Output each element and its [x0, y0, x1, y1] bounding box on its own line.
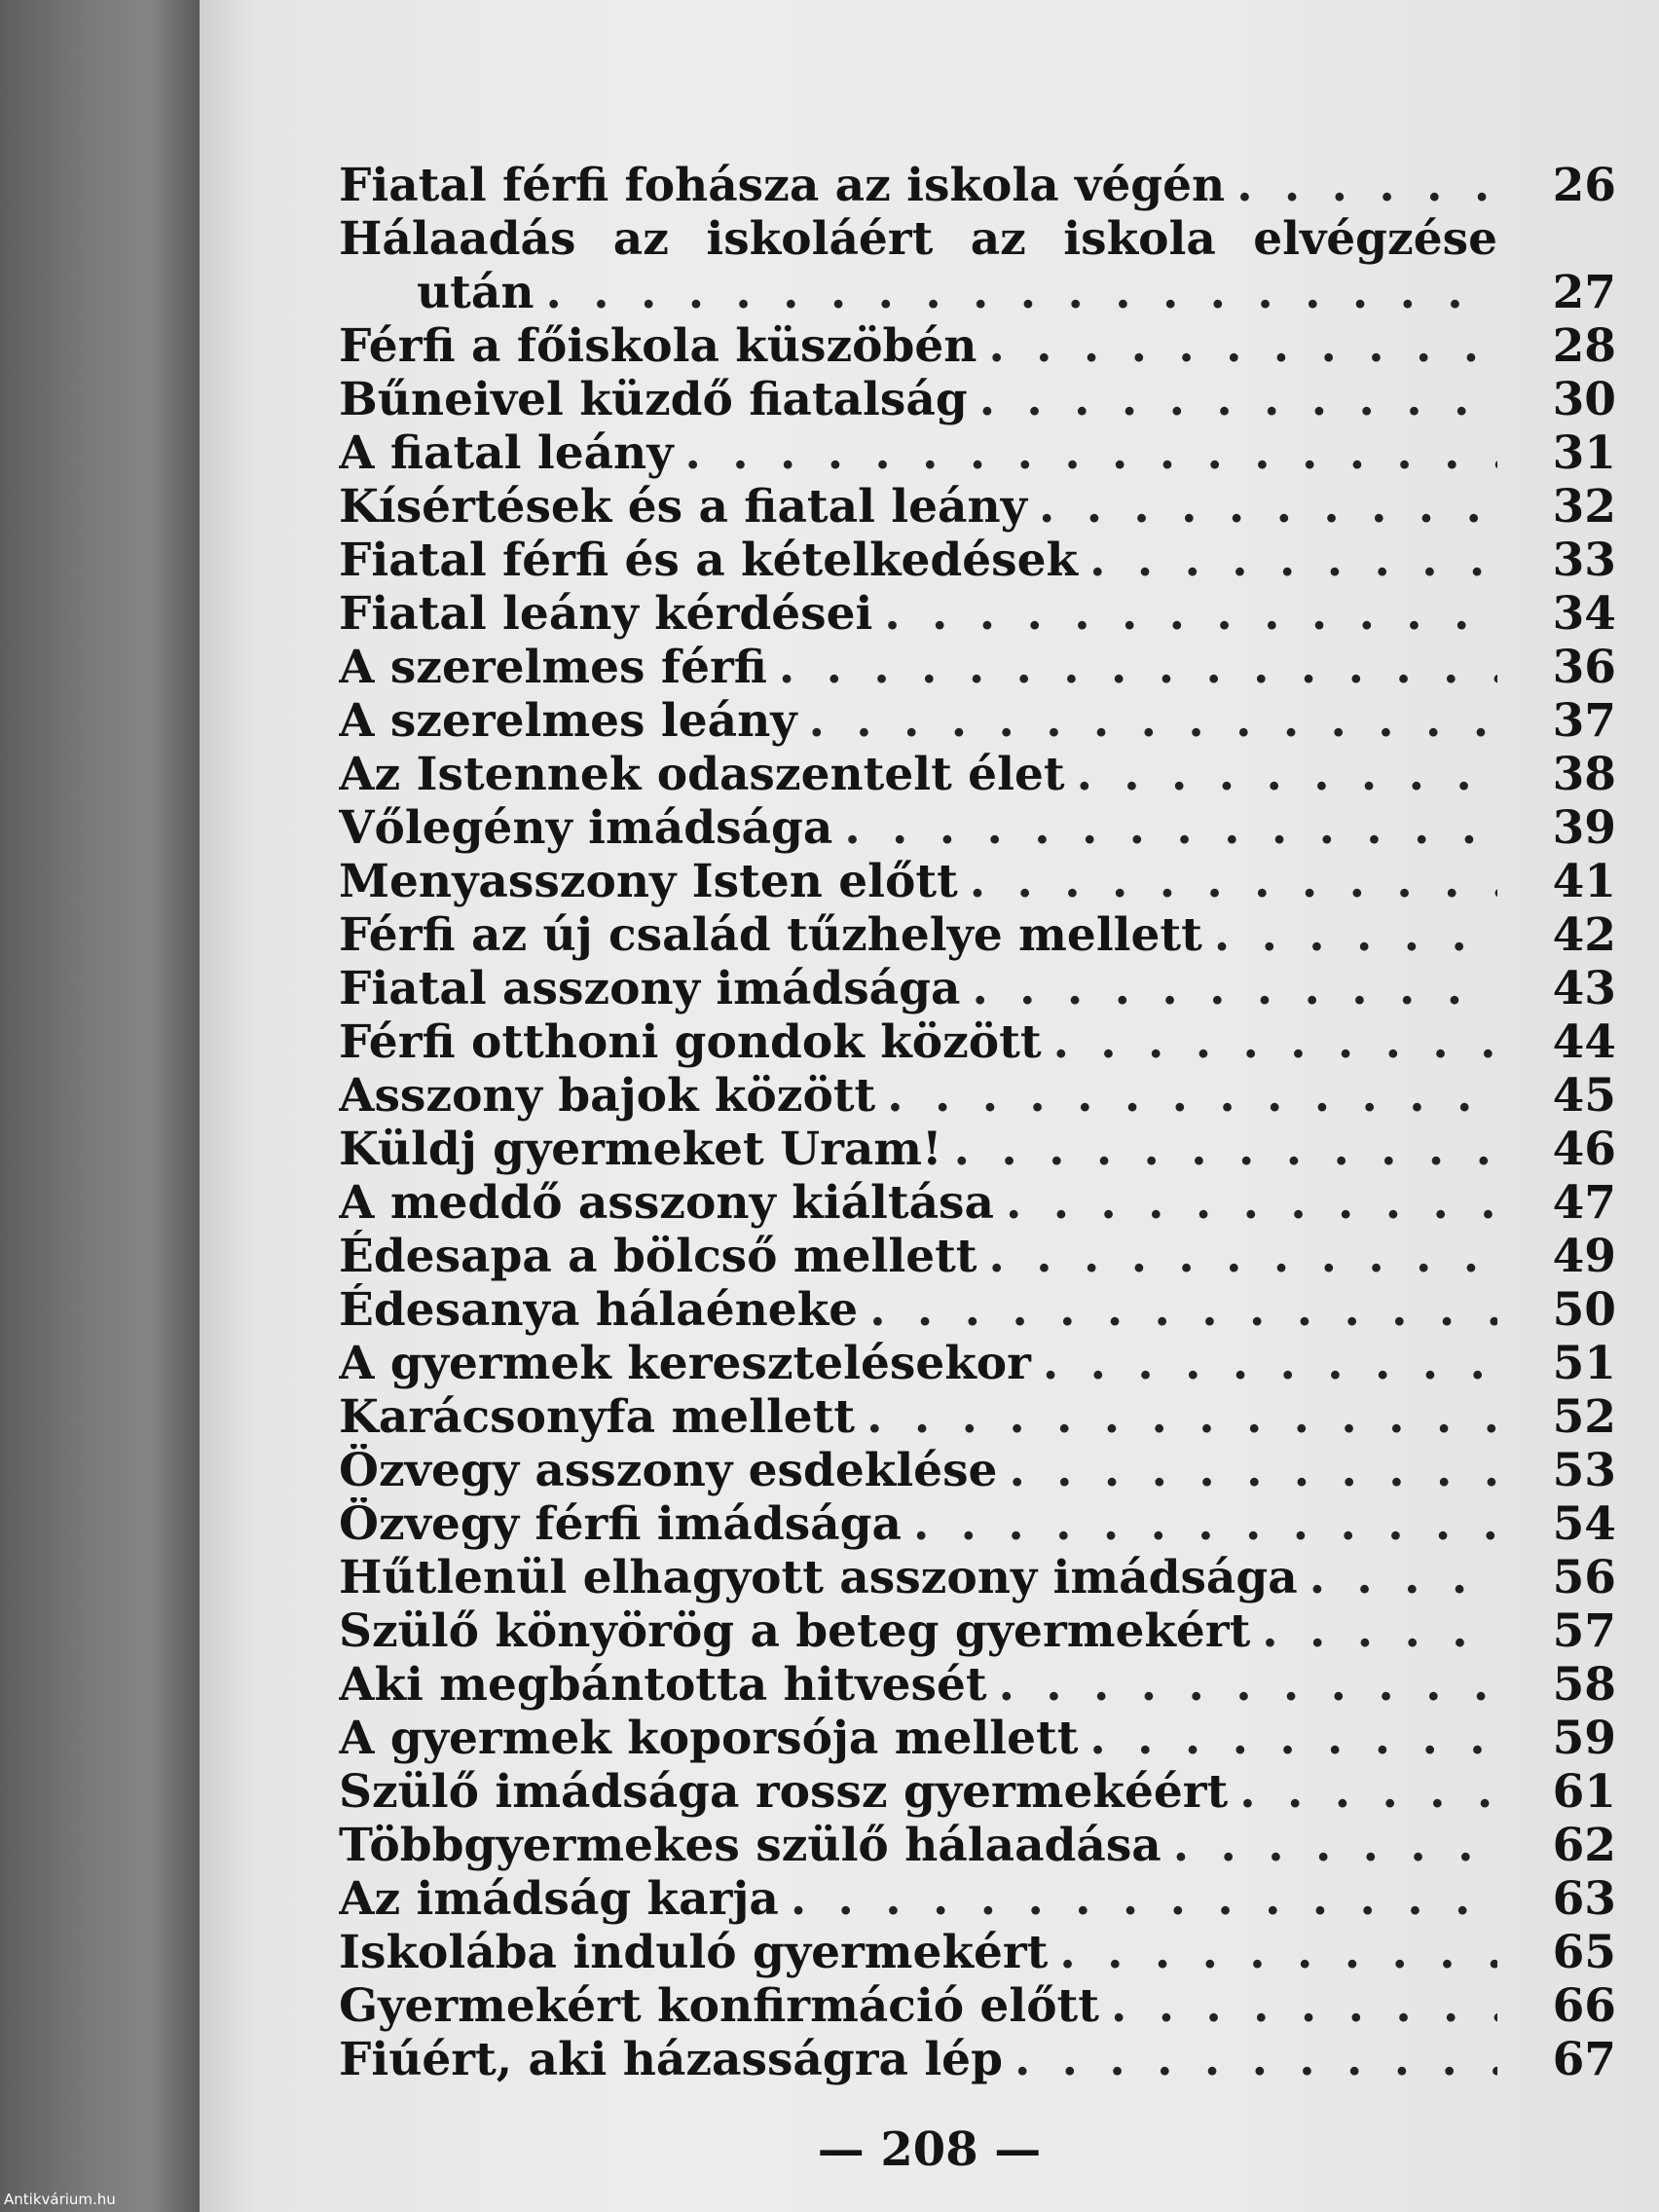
toc-entry-row — [339, 1444, 1497, 1497]
toc-entry-title: Az Istennek odaszentelt élet — [339, 748, 1065, 801]
toc-entry — [339, 1658, 1616, 1712]
page-number: — 208 — — [817, 2122, 1042, 2177]
toc-entry-row — [339, 1230, 1497, 1283]
toc-entry-page-number: 27 — [1552, 266, 1616, 319]
dot-leader — [1214, 908, 1497, 962]
toc-entry-row — [339, 1176, 1497, 1230]
toc-entry — [339, 319, 1616, 373]
toc-entry — [339, 212, 1616, 319]
toc-entry — [339, 908, 1616, 962]
toc-entry — [339, 1819, 1616, 1872]
toc-entry-title: után — [417, 266, 535, 319]
dot-leader — [1089, 1712, 1497, 1765]
toc-entry-title: Vőlegény imádsága — [339, 801, 833, 855]
dot-leader — [979, 373, 1497, 426]
toc-entry-row — [339, 426, 1497, 480]
toc-entry — [339, 641, 1616, 694]
toc-entry — [339, 1497, 1616, 1551]
dot-leader — [988, 319, 1497, 373]
dot-leader — [884, 587, 1497, 641]
toc-entry-title: Férfi az új család tűzhelye mellett — [339, 908, 1202, 962]
toc-entry-page-number: 41 — [1552, 855, 1616, 908]
toc-entry-page-number: 39 — [1552, 801, 1616, 855]
toc-entry-title: Hűtlenül elhagyott asszony imádsága — [339, 1551, 1298, 1604]
toc-entry-title: Menyasszony Isten előtt — [339, 855, 958, 908]
toc-entry — [339, 1712, 1616, 1765]
toc-entry-page-number: 49 — [1552, 1230, 1616, 1283]
toc-entry — [339, 159, 1616, 212]
toc-entry-title: A szerelmes férfi — [339, 641, 767, 694]
toc-entry-title: Fiatal asszony imádsága — [339, 962, 961, 1015]
toc-entry — [339, 373, 1616, 426]
dot-leader — [869, 1283, 1497, 1337]
toc-entry-page-number: 44 — [1552, 1015, 1616, 1069]
toc-entry-title: Fiatal férfi fohásza az iskola végén — [339, 159, 1226, 212]
book-page — [200, 0, 1659, 2212]
toc-entry — [339, 480, 1616, 534]
toc-entry-page-number: 32 — [1552, 480, 1616, 534]
toc-entry-row — [339, 1765, 1497, 1819]
toc-entry-title: Fiúért, aki házasságra lép — [339, 2033, 1003, 2086]
toc-entry-title: Édesapa a bölcső mellett — [339, 1230, 977, 1283]
toc-entry-page-number: 61 — [1552, 1765, 1616, 1819]
toc-entry-row — [339, 1069, 1497, 1123]
book-spine-shadow — [0, 0, 200, 2212]
dot-leader — [779, 641, 1497, 694]
dot-leader — [989, 1230, 1497, 1283]
dot-leader — [972, 962, 1497, 1015]
dot-leader — [1077, 748, 1497, 801]
toc-entry-page-number: 31 — [1552, 426, 1616, 480]
dot-leader — [1043, 1337, 1497, 1390]
toc-entry — [339, 1337, 1616, 1390]
toc-entry-row — [339, 1979, 1497, 2033]
toc-entry-page-number: 67 — [1552, 2033, 1616, 2086]
toc-entry-title: Küldj gyermeket Uram! — [339, 1123, 942, 1176]
toc-entry-page-number: 47 — [1552, 1176, 1616, 1230]
toc-entry — [339, 1123, 1616, 1176]
dot-leader — [1236, 159, 1497, 212]
toc-entry-page-number: 66 — [1552, 1979, 1616, 2033]
toc-entry-page-number: 51 — [1552, 1337, 1616, 1390]
toc-entry-row — [339, 1497, 1497, 1551]
toc-entry-title: Asszony bajok között — [339, 1069, 876, 1123]
toc-entry-title: Bűneivel küzdő fiatalság — [339, 373, 968, 426]
toc-entry — [339, 801, 1616, 855]
toc-entry — [339, 962, 1616, 1015]
toc-entry — [339, 587, 1616, 641]
toc-entry — [339, 1765, 1616, 1819]
toc-entry-page-number: 65 — [1552, 1926, 1616, 1979]
dot-leader — [1262, 1604, 1497, 1658]
toc-entry-page-number: 36 — [1552, 641, 1616, 694]
toc-entry-page-number: 28 — [1552, 319, 1616, 373]
toc-entry-row — [339, 1926, 1497, 1979]
toc-entry-page-number: 46 — [1552, 1123, 1616, 1176]
toc-entry-row — [339, 1658, 1497, 1712]
toc-entry-title: Szülő imádsága rossz gyermekéért — [339, 1765, 1229, 1819]
toc-entry-title: Özvegy asszony esdeklése — [339, 1444, 998, 1497]
dot-leader — [546, 266, 1497, 319]
toc-entry — [339, 1926, 1616, 1979]
toc-entry-page-number: 53 — [1552, 1444, 1616, 1497]
toc-entry-title-line: Hálaadás az iskoláért az iskola elvégzése — [339, 212, 1497, 266]
toc-entry-page-number: 26 — [1552, 159, 1616, 212]
toc-entry — [339, 1604, 1616, 1658]
toc-entry-title: A fiatal leány — [339, 426, 674, 480]
toc-entry-title: Férfi a főiskola küszöbén — [339, 319, 977, 373]
toc-entry — [339, 855, 1616, 908]
toc-entry-page-number: 42 — [1552, 908, 1616, 962]
toc-entry-row — [339, 694, 1497, 748]
toc-entry-title: Többgyermekes szülő hálaadása — [339, 1819, 1161, 1872]
toc-entry-title: Az imádság karja — [339, 1872, 779, 1926]
dot-leader — [685, 426, 1497, 480]
dot-leader — [1039, 480, 1497, 534]
toc-entry-row — [339, 1819, 1497, 1872]
toc-entry-page-number: 58 — [1552, 1658, 1616, 1712]
toc-entry-page-number: 56 — [1552, 1551, 1616, 1604]
toc-entry-page-number: 50 — [1552, 1283, 1616, 1337]
toc-entry — [339, 1283, 1616, 1337]
toc-entry-row — [339, 801, 1497, 855]
dot-leader — [1111, 1979, 1497, 2033]
toc-entry-page-number: 54 — [1552, 1497, 1616, 1551]
toc-entry-page-number: 62 — [1552, 1819, 1616, 1872]
toc-entry-row — [339, 908, 1497, 962]
table-of-contents — [339, 159, 1616, 2086]
toc-entry-title: Férfi otthoni gondok között — [339, 1015, 1042, 1069]
toc-entry — [339, 426, 1616, 480]
dot-leader — [970, 855, 1497, 908]
toc-entry-row — [339, 962, 1497, 1015]
toc-entry — [339, 1444, 1616, 1497]
toc-entry-page-number: 63 — [1552, 1872, 1616, 1926]
dot-leader — [999, 1658, 1497, 1712]
toc-entry — [339, 748, 1616, 801]
toc-entry-row — [339, 2033, 1497, 2086]
toc-entry-title: A gyermek keresztelésekor — [339, 1337, 1031, 1390]
toc-entry-row — [339, 266, 1497, 319]
toc-entry — [339, 1551, 1616, 1604]
toc-entry — [339, 1390, 1616, 1444]
dot-leader — [844, 801, 1497, 855]
toc-entry-title: Özvegy férfi imádsága — [339, 1497, 902, 1551]
toc-entry-page-number: 57 — [1552, 1604, 1616, 1658]
dot-leader — [1173, 1819, 1497, 1872]
toc-entry-row — [339, 480, 1497, 534]
watermark: Antikvárium.hu — [4, 2191, 116, 2208]
toc-entry — [339, 1230, 1616, 1283]
dot-leader — [1089, 534, 1497, 587]
toc-entry-row — [339, 748, 1497, 801]
dot-leader — [866, 1390, 1497, 1444]
toc-entry-page-number: 37 — [1552, 694, 1616, 748]
toc-entry-row — [339, 1390, 1497, 1444]
toc-entry-row — [339, 1551, 1497, 1604]
toc-entry-page-number: 45 — [1552, 1069, 1616, 1123]
toc-entry-page-number: 33 — [1552, 534, 1616, 587]
toc-entry-title: Gyermekért konfirmáció előtt — [339, 1979, 1099, 2033]
dot-leader — [791, 1872, 1497, 1926]
toc-entry-title: A meddő asszony kiáltása — [339, 1176, 994, 1230]
toc-entry-row — [339, 319, 1497, 373]
toc-entry-page-number: 38 — [1552, 748, 1616, 801]
toc-entry-row — [339, 534, 1497, 587]
dot-leader — [954, 1123, 1497, 1176]
toc-entry-row — [339, 587, 1497, 641]
toc-entry-row — [339, 1123, 1497, 1176]
toc-entry — [339, 694, 1616, 748]
toc-entry-row — [339, 373, 1497, 426]
dot-leader — [887, 1069, 1497, 1123]
dot-leader — [1053, 1015, 1497, 1069]
toc-entry — [339, 2033, 1616, 2086]
toc-entry — [339, 1872, 1616, 1926]
toc-entry-title: Szülő könyörög a beteg gyermekért — [339, 1604, 1251, 1658]
toc-entry-row — [339, 1015, 1497, 1069]
toc-entry-row — [339, 1337, 1497, 1390]
toc-entry-row — [339, 159, 1497, 212]
toc-entry-row — [339, 1872, 1497, 1926]
dot-leader — [1014, 2033, 1497, 2086]
toc-entry — [339, 1069, 1616, 1123]
toc-entry-title: Aki megbántotta hitvesét — [339, 1658, 987, 1712]
toc-entry-title: Fiatal férfi és a kételkedések — [339, 534, 1079, 587]
toc-entry-row — [339, 1712, 1497, 1765]
toc-entry-title: Fiatal leány kérdései — [339, 587, 873, 641]
dot-leader — [1239, 1765, 1497, 1819]
toc-entry-page-number: 43 — [1552, 962, 1616, 1015]
toc-entry-title: Iskolába induló gyermekért — [339, 1926, 1049, 1979]
dot-leader — [809, 694, 1497, 748]
dot-leader — [1059, 1926, 1497, 1979]
toc-entry-title: Édesanya hálaéneke — [339, 1283, 859, 1337]
toc-entry-row — [339, 855, 1497, 908]
toc-entry-page-number: 59 — [1552, 1712, 1616, 1765]
toc-entry — [339, 1176, 1616, 1230]
toc-entry-title: A gyermek koporsója mellett — [339, 1712, 1079, 1765]
toc-entry-row — [339, 1604, 1497, 1658]
toc-entry-page-number: 34 — [1552, 587, 1616, 641]
toc-entry-title: Kísértések és a fiatal leány — [339, 480, 1027, 534]
dot-leader — [1309, 1551, 1497, 1604]
toc-entry-page-number: 30 — [1552, 373, 1616, 426]
dot-leader — [1009, 1444, 1497, 1497]
toc-entry-page-number: 52 — [1552, 1390, 1616, 1444]
toc-entry-row — [339, 1283, 1497, 1337]
toc-entry — [339, 534, 1616, 587]
toc-entry — [339, 1015, 1616, 1069]
dot-leader — [1006, 1176, 1497, 1230]
dot-leader — [913, 1497, 1497, 1551]
toc-entry-title: Karácsonyfa mellett — [339, 1390, 856, 1444]
toc-entry-title: A szerelmes leány — [339, 694, 797, 748]
toc-entry — [339, 1979, 1616, 2033]
toc-entry-row — [339, 641, 1497, 694]
